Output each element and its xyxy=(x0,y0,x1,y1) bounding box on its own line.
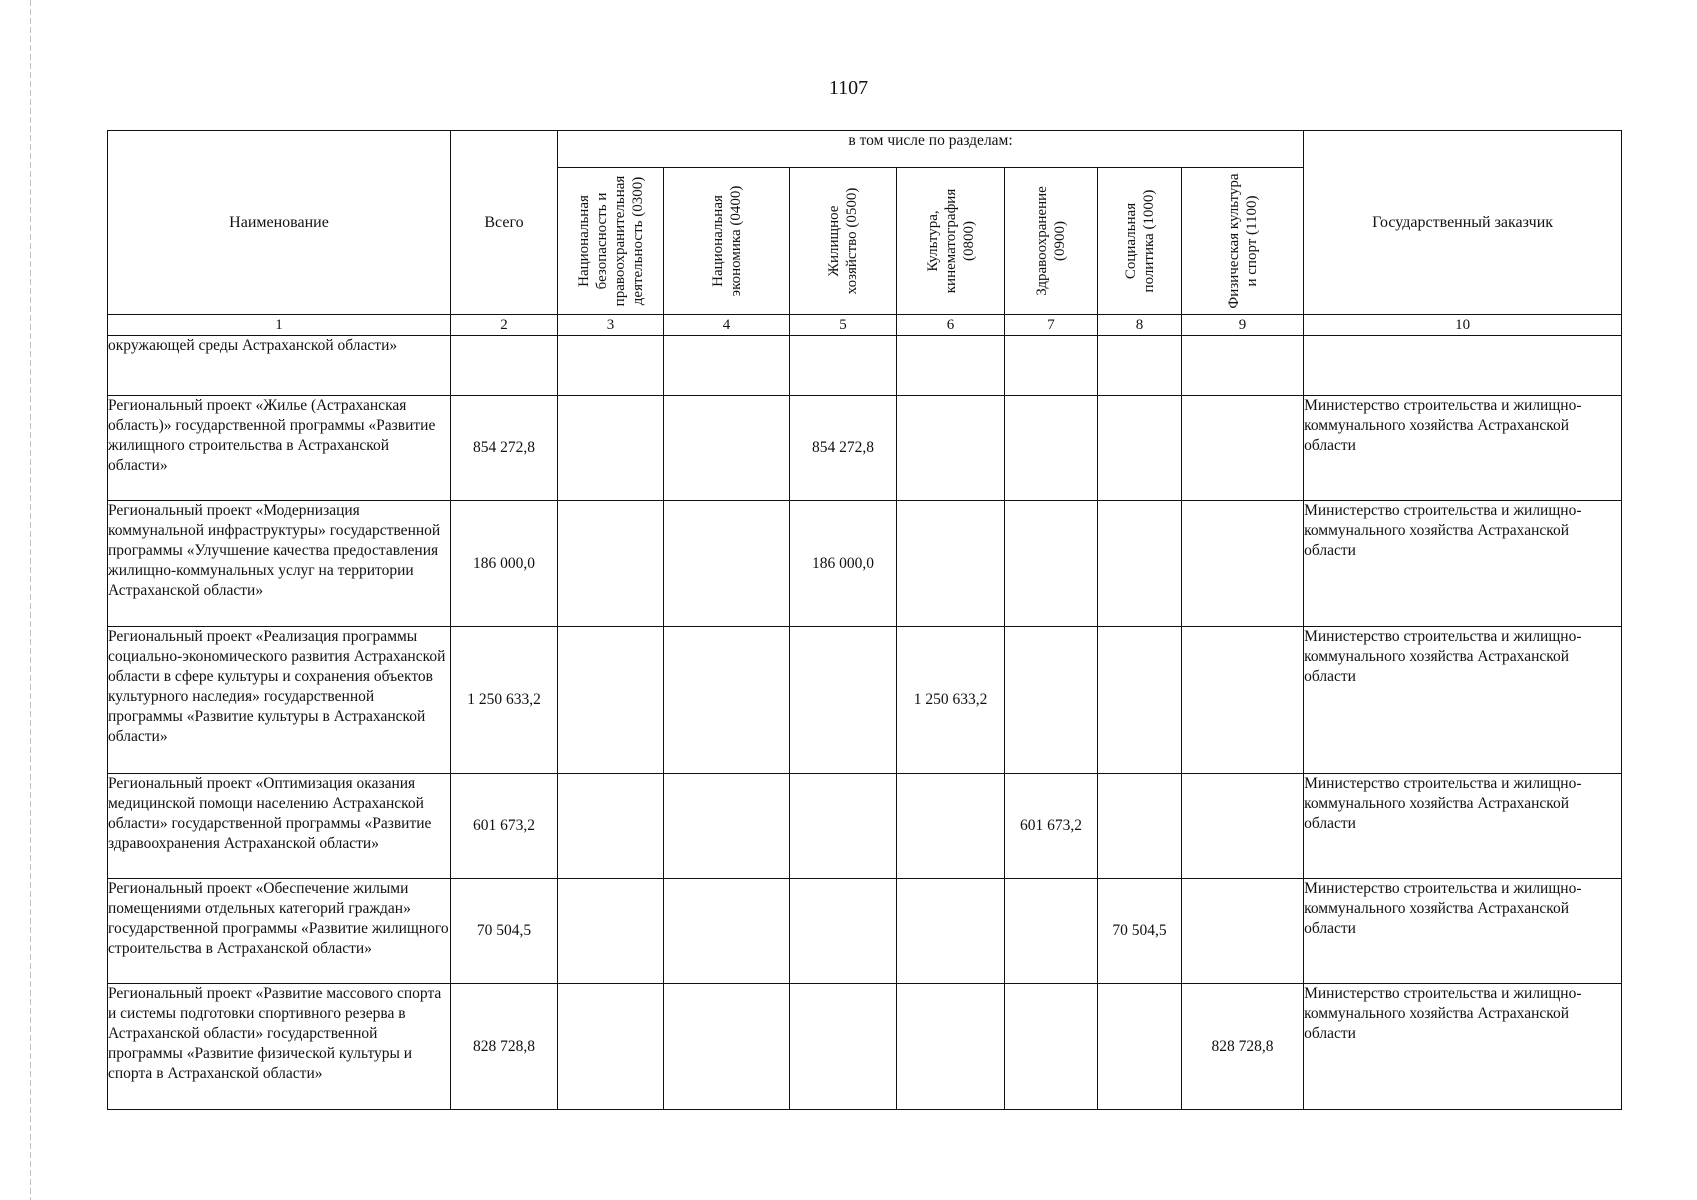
column-number: 6 xyxy=(897,315,1005,336)
row-customer: Министерство строительства и жилищно-коммунального хозяйства Астраханской области xyxy=(1304,396,1622,501)
table-row xyxy=(108,984,1622,1110)
row-name: Региональный проект «Оптимизация оказания медицинской помощи населению Астраханской области» государственной программы «Развитие здравоохранения Астраханской области» xyxy=(108,774,451,879)
row-value-0400 xyxy=(664,501,790,627)
row-value-0900 xyxy=(1005,879,1098,984)
table-row xyxy=(108,336,1622,396)
table-row xyxy=(108,396,1622,501)
table-row xyxy=(108,774,1622,879)
row-name: окружающей среды Астраханской области» xyxy=(108,336,451,396)
header-name: Наименование xyxy=(108,131,451,315)
row-value-0300 xyxy=(558,396,664,501)
header-section-cell xyxy=(1182,168,1304,315)
header-section-cell xyxy=(897,168,1005,315)
row-name: Региональный проект «Жилье (Астраханская область)» государственной программы «Развитие жилищного строительства в Астраханской области» xyxy=(108,396,451,501)
row-name: Региональный проект «Обеспечение жилыми помещениями отдельных категорий граждан» государственной программы «Развитие жилищного строительства в Астраханской области» xyxy=(108,879,451,984)
row-value-1000 xyxy=(1098,336,1182,396)
column-number: 5 xyxy=(790,315,897,336)
row-customer: Министерство строительства и жилищно-коммунального хозяйства Астраханской области xyxy=(1304,774,1622,879)
table-row xyxy=(108,879,1622,984)
row-value-1100: 828 728,8 xyxy=(1182,984,1304,1110)
row-value-1000 xyxy=(1098,984,1182,1110)
row-customer: Министерство строительства и жилищно-коммунального хозяйства Астраханской области xyxy=(1304,879,1622,984)
header-section-cell xyxy=(1005,168,1098,315)
header-section-cell xyxy=(558,168,664,315)
row-value-0400 xyxy=(664,984,790,1110)
column-number: 8 xyxy=(1098,315,1182,336)
column-number-row xyxy=(108,315,1622,336)
row-customer: Министерство строительства и жилищно-коммунального хозяйства Астраханской области xyxy=(1304,501,1622,627)
row-customer: Министерство строительства и жилищно-коммунального хозяйства Астраханской области xyxy=(1304,984,1622,1110)
page-number: 1107 xyxy=(828,77,869,99)
row-value-0500: 854 272,8 xyxy=(790,396,897,501)
header-customer: Государственный заказчик xyxy=(1304,131,1622,315)
row-value-0300 xyxy=(558,627,664,774)
column-number: 7 xyxy=(1005,315,1098,336)
header-sections-group: в том числе по разделам: xyxy=(558,131,1304,168)
row-value-0400 xyxy=(664,774,790,879)
row-value-0900 xyxy=(1005,501,1098,627)
column-number: 2 xyxy=(451,315,558,336)
table-row xyxy=(108,501,1622,627)
row-value-1000: 70 504,5 xyxy=(1098,879,1182,984)
row-value-1100 xyxy=(1182,627,1304,774)
row-value-0800 xyxy=(897,336,1005,396)
row-value-0800: 1 250 633,2 xyxy=(897,627,1005,774)
row-value-0400 xyxy=(664,627,790,774)
header-section-1100: Физическая культура и спорт (1100) xyxy=(1225,173,1260,309)
header-section-0900: Здравоохранение (0900) xyxy=(1034,186,1068,296)
row-value-1000 xyxy=(1098,774,1182,879)
row-value-0800 xyxy=(897,501,1005,627)
header-section-0800: Культура, кинематография (0800) xyxy=(924,188,977,294)
row-value-0300 xyxy=(558,336,664,396)
row-value-0900 xyxy=(1005,336,1098,396)
row-value-0500 xyxy=(790,774,897,879)
row-value-0400 xyxy=(664,879,790,984)
scan-edge-line xyxy=(30,0,31,1200)
table-row xyxy=(108,627,1622,774)
header-section-cell xyxy=(664,168,790,315)
row-value-0300 xyxy=(558,984,664,1110)
row-value-0400 xyxy=(664,396,790,501)
row-name: Региональный проект «Реализация программы социально-экономического развития Астраханской области в сфере культуры и сохранения объектов культурного наследия» государственной программы «Развитие культуры в Астраханской области» xyxy=(108,627,451,774)
row-value-0800 xyxy=(897,984,1005,1110)
row-value-0500 xyxy=(790,336,897,396)
row-total: 854 272,8 xyxy=(451,396,558,501)
row-value-0900 xyxy=(1005,984,1098,1110)
header-section-0400: Национальная экономика (0400) xyxy=(709,185,744,297)
header-section-0300: Национальная безопасность и правоохранительная деятельность (0300) xyxy=(575,175,646,307)
row-value-0500: 186 000,0 xyxy=(790,501,897,627)
header-section-cell xyxy=(790,168,897,315)
column-number: 1 xyxy=(108,315,451,336)
row-value-0800 xyxy=(897,879,1005,984)
header-section-1000: Социальная политика (1000) xyxy=(1122,189,1157,293)
row-customer: Министерство строительства и жилищно-коммунального хозяйства Астраханской области xyxy=(1304,627,1622,774)
row-value-0500 xyxy=(790,879,897,984)
row-value-1000 xyxy=(1098,396,1182,501)
row-value-0300 xyxy=(558,774,664,879)
row-total: 186 000,0 xyxy=(451,501,558,627)
row-value-1100 xyxy=(1182,774,1304,879)
row-value-0900 xyxy=(1005,396,1098,501)
row-value-0300 xyxy=(558,501,664,627)
row-total: 828 728,8 xyxy=(451,984,558,1110)
row-name: Региональный проект «Модернизация коммунальной инфраструктуры» государственной программы «Улучшение качества предоставления жилищно-коммунальных услуг на территории Астраханской области» xyxy=(108,501,451,627)
row-total: 601 673,2 xyxy=(451,774,558,879)
column-number: 3 xyxy=(558,315,664,336)
row-value-1000 xyxy=(1098,627,1182,774)
column-number: 10 xyxy=(1304,315,1622,336)
row-name: Региональный проект «Развитие массового спорта и системы подготовки спортивного резерва в Астраханской области» государственной программы «Развитие физической культуры и спорта в Астраханской области» xyxy=(108,984,451,1110)
header-section-0500: Жилищное хозяйство (0500) xyxy=(826,187,860,295)
row-value-0800 xyxy=(897,396,1005,501)
row-total xyxy=(451,336,558,396)
row-value-1100 xyxy=(1182,396,1304,501)
row-value-1000 xyxy=(1098,501,1182,627)
header-section-cell xyxy=(1098,168,1182,315)
row-value-0900 xyxy=(1005,627,1098,774)
row-value-0800 xyxy=(897,774,1005,879)
row-value-0500 xyxy=(790,627,897,774)
header-row-top xyxy=(108,131,1622,168)
row-customer xyxy=(1304,336,1622,396)
row-value-0900: 601 673,2 xyxy=(1005,774,1098,879)
row-value-1100 xyxy=(1182,336,1304,396)
row-value-0500 xyxy=(790,984,897,1110)
column-number: 9 xyxy=(1182,315,1304,336)
row-value-1100 xyxy=(1182,501,1304,627)
row-value-0300 xyxy=(558,879,664,984)
row-total: 1 250 633,2 xyxy=(451,627,558,774)
row-total: 70 504,5 xyxy=(451,879,558,984)
column-number: 4 xyxy=(664,315,790,336)
header-total: Всего xyxy=(451,131,558,315)
budget-table xyxy=(107,130,1622,1110)
row-value-0400 xyxy=(664,336,790,396)
row-value-1100 xyxy=(1182,879,1304,984)
